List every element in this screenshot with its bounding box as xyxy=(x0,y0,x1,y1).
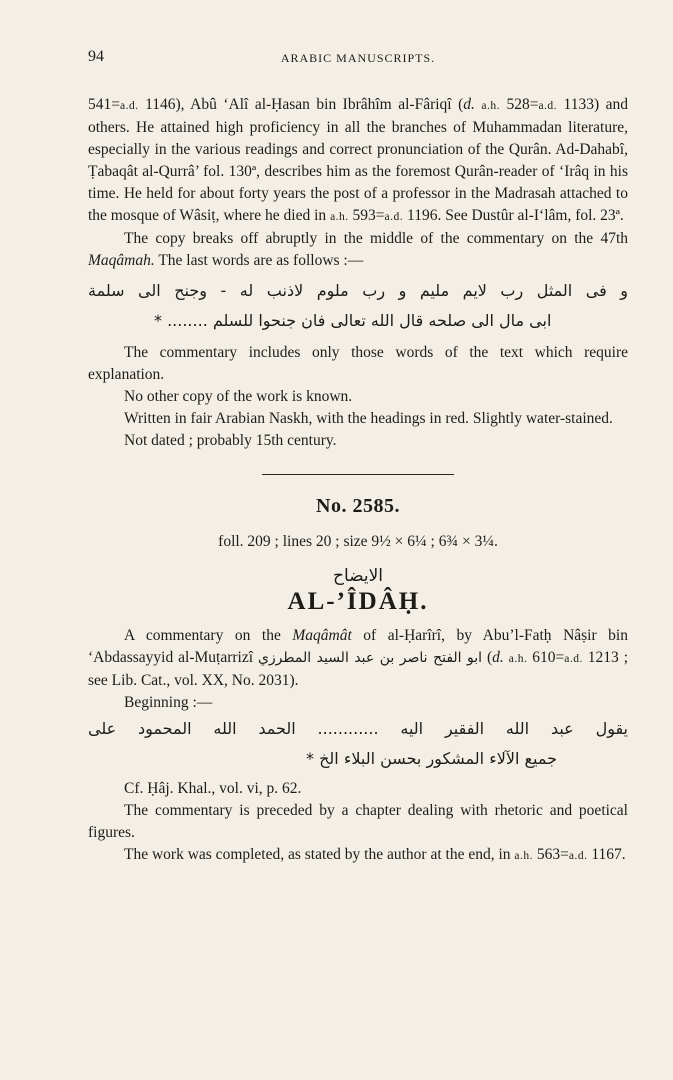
arabic-beginning-line-1: يقول عبد الله الفقير اليه ............ الحمد الله المحمود على xyxy=(88,719,628,738)
beginning-label: Beginning :— xyxy=(124,694,213,711)
entry-number: No. 2585. xyxy=(316,495,400,517)
running-title: ARABIC MANUSCRIPTS. xyxy=(280,51,436,65)
author-arabic-name: ابو الفتح ناصر بن عبد السيد المطرزي xyxy=(257,650,483,666)
arabic-last-words-line-1: و فى المثل رب لايم مليم و رب ملوم لاذنب له - وجنح الى سلمة xyxy=(88,281,628,300)
entry-arabic-title: الايضاح xyxy=(332,566,384,586)
arabic-last-words-line-2: ابى مال الى صلحه قال الله تعالى فان جنحوا للسلم ........ * xyxy=(154,311,552,330)
note-commentary-scope: The commentary includes only those words of the text which require explanation. xyxy=(88,344,628,383)
completion-note: The work was completed, as stated by the author at the end, in a.h. 563=a.d. 1167. xyxy=(124,846,626,863)
continuation-paragraph: 541=a.d. 1146), Abû ‘Alî al-Ḥasan bin Ibrâhîm al-Fâriqî (d. a.h. 528=a.d. 1133) and others. He attained high proficiency in all the branches of Muhammadan literature, especially in the various readings and correct pronunciation of the Qurân. Ad-Dahabî, Ṭabaqât al-Qurrâ’ fol. 130ª, describes him as the foremost Qurân-reader of ‘Irâq in his time. He held for about forty years the post of a professor in the Madrasah attached to the mosque of Wâsiṭ, where he died in a.h. 593=a.d. 1196. See Dustûr al-I‘lâm, fol. 23ª. xyxy=(88,96,628,224)
copy-breaks-paragraph: The copy breaks off abruptly in the middle of the commentary on the 47th Maqâmah. The last words are as follows :— xyxy=(88,230,628,269)
arabic-beginning-line-2: جميع الآلاء المشكور بحسن البلاء الخ * xyxy=(306,749,557,768)
note-no-other-copy: No other copy of the work is known. xyxy=(124,388,353,405)
note-date: Not dated ; probably 15th century. xyxy=(124,432,337,449)
preceded-note: The commentary is preceded by a chapter dealing with rhetoric and poetical figures. xyxy=(88,802,628,841)
page-header xyxy=(88,48,628,70)
page-body xyxy=(88,94,628,867)
entry-title: AL-’ÎDÂḤ. xyxy=(287,588,429,615)
page-number: 94 xyxy=(88,48,104,65)
note-script: Written in fair Arabian Naskh, with the headings in red. Slightly water-stained. xyxy=(124,410,613,427)
description-paragraph: A commentary on the Maqâmât of al-Ḥarîrî, by Abu’l-Fatḥ Nâṣir bin ‘Abdassayyid al-Muṭarrizî ابو الفتح ناصر بن عبد السيد المطرزي (d. a.h. 610=a.d. 1213 ; see Lib. Cat., vol. XX, No. 2031). xyxy=(88,627,629,689)
entry-collation: foll. 209 ; lines 20 ; size 9½ × 6¼ ; 6¾ × 3¼. xyxy=(218,533,498,550)
section-divider xyxy=(262,474,454,475)
cf-reference: Cf. Ḥâj. Khal., vol. vi, p. 62. xyxy=(124,780,302,797)
